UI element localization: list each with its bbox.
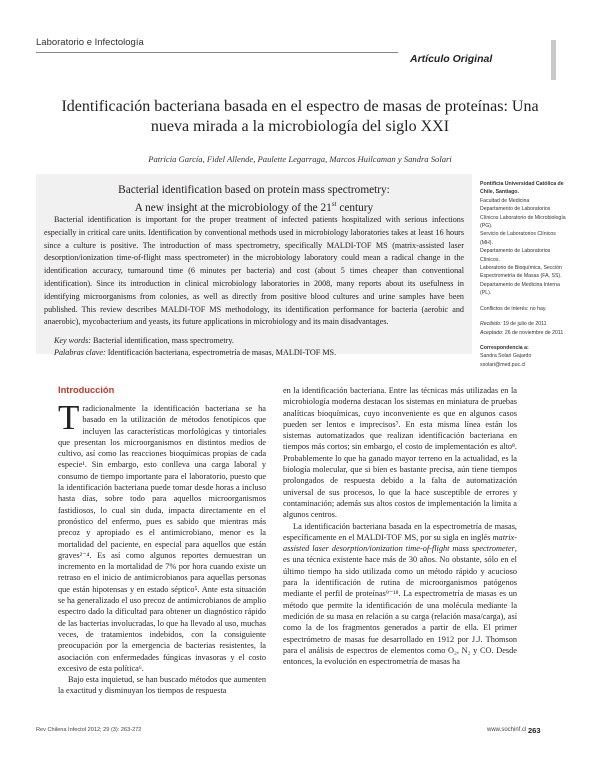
abstract-text: Bacterial identification is important for the proper treatment of infected patients hospitalized with serious infections especially in critical care units. Identification by conventional methods used in microbiology laboratories takes at least 16 hours since a culture is positive. The introduction of mass spectrometry, specifically MALDI-TOF MS (matrix-assisted laser desorption/ionization time-of-flight mass spectrometer) in the microbiology laboratory could mean a radical change in the identification accuracy, turnaround time (6 minutes per bacteria) and cost (about 5 times cheaper than conventional identification). Since its introduction in clinical microbiology laboratories in 2008, many reports about its usefulness in identifying microorganisms from colonies, as well as directly from positive blood cultures and urine samples have been published. This review describes MALDI-TOF MS methodology, its identification performance for bacteria (aerobic and anaerobic), mycobacterium and yeasts, its future applications in microbiology and its main disadvantages. <box>44 215 464 327</box>
received-value: 19 de julio de 2011 <box>501 321 547 328</box>
keywords-es <box>44 347 464 360</box>
affiliation-line: Departamento de Medicina Interna (PL). <box>480 281 560 297</box>
page-number: 263 <box>528 726 541 735</box>
accepted-value: 26 de noviembre de 2011 <box>503 329 564 336</box>
body-column-right <box>283 385 517 667</box>
body-column-left <box>58 398 266 697</box>
palabras-value: Identificación bacteriana, espectrometría de masas, MALDI-TOF MS. <box>105 348 337 357</box>
accepted-label: Aceptado: <box>480 329 504 336</box>
body-paragraph-text: , es una técnica existente hace más de 30 años. No obstante, sólo en el último tiempo ha sido utilizada como un método rápido y acucioso para la identificación de rutina de microorganismos patógenos mediante el perfil de proteínas⁹⁻¹⁸. La espectrometría de masas es un método que permite la identificación de una molécula mediante la medición de su masa en relación a su carga (relación masa/carga), así como la de los fragmentos generados a partir de ella. El primer espectrómetro de masas fue desarrollado en 1912 por J.J. Thomson para el análisis de espectros de elementos como O₂, N₂ y CO. Desde entonces, la evolución en espectrometría de masas ha <box>283 544 517 667</box>
accepted-date <box>480 329 568 337</box>
body-paragraph: Bajo esta inquietud, se han buscado métodos que aumenten la exactitud y disminuyan los tiempos de respuesta <box>58 675 266 696</box>
received-label: Recibido: <box>480 321 502 328</box>
header-accent-bar <box>551 40 556 80</box>
maldi-expansion: matrix-assisted laser desorption/ionization time-of-flight mass spectrometer <box>283 532 517 554</box>
drop-cap: T <box>58 398 80 437</box>
correspondence-line: ssolari@med.puc.cl <box>480 361 526 368</box>
sidebar-affiliations <box>480 180 568 369</box>
english-title-line2: A new insight at the microbiology of the 21 <box>134 201 332 214</box>
correspondence-line: Sandra Solari Gajardo <box>480 353 532 360</box>
affiliation-head: Pontificia Universidad Católica de Chile, Santiago. <box>480 181 564 196</box>
correspondence-head: Correspondencia a: <box>480 344 529 351</box>
english-title-end: century <box>336 201 374 214</box>
english-title-line1: Bacterial identification based on protein mass spectrometry: <box>118 184 390 196</box>
keywords-value: Bacterial identification, mass spectrometry. <box>90 336 234 345</box>
conflicts-of-interest: Conflictos de interés: no hay. <box>480 305 547 312</box>
english-title <box>36 183 472 215</box>
keywords-label: Key words: <box>54 336 91 345</box>
body-paragraph <box>58 398 266 674</box>
keywords-en <box>44 335 464 348</box>
journal-section: Laboratorio e Infectología <box>36 37 144 48</box>
footer-citation: Rev Chilena Infectol 2012; 29 (3): 263-272 <box>36 727 142 733</box>
affiliation-line: Departamento de Laboratorios Clínicos. <box>480 248 551 263</box>
section-heading: Introducción <box>58 385 115 395</box>
body-paragraph: en la identificación bacteriana. Entre las técnicas más utilizadas en la microbiología moderna destacan los sistemas en miniatura de pruebas analíticas bioquímicas, cuyo inconveniente es que en algunos casos pueden ser lentos e imprecisos⁷. En esta misma línea están los sistemas automatizados que realizan identificación bacteriana en tiempos más cortos; sin embargo, el costo de implementación es alto⁸. Probablemente lo que ha ganado mayor terreno en la actualidad, es la biología molecular, que si bien es bastante precisa, aún tiene tiempos prolongados de respuesta debido a la falta de automatización universal de sus procesos, lo que la hace susceptible de errores y contaminación; además sus altos costos de implementación la limita a algunos centros. <box>283 386 517 520</box>
english-title-sup: st <box>331 200 337 208</box>
body-paragraph-text: La identificación bacteriana basada en la espectrometría de masas, específicamente en el MALDI-TOF MS, por su sigla en inglés <box>283 521 517 542</box>
footer-url[interactable]: www.sochinf.cl <box>487 727 527 733</box>
author-list: Patricia García, Fidel Allende, Paulette Legarraga, Marcos Huilcaman y Sandra Solari <box>148 154 452 164</box>
affiliation-line: Laboratorio de Bioquímica, Sección Espectrometría de Masas (FA, SS). <box>480 265 562 280</box>
affiliation-line: Servicio de Laboratorios Clínicos (MH). <box>480 231 556 246</box>
body-paragraph <box>283 521 517 668</box>
received-date <box>480 320 568 328</box>
affiliation-line: Departamento de Laboratorios Clínicos Laboratorio de Microbiología (PG). <box>480 206 566 230</box>
article-type: Artículo Original <box>410 53 493 65</box>
article-title: Identificación bacteriana basada en el espectro de masas de proteínas: Una nueva mirada a la microbiología del siglo XXI <box>61 98 539 135</box>
affiliation-line: Facultad de Medicina <box>480 197 530 204</box>
body-paragraph-text: radicionalmente la identificación bacteriana se ha basado en la utilización de métodos fenotípicos que incluyen las características morfológicas y tintoriales que presentan los microorganismos en distintos medios de cultivo, así como las reacciones bioquímicas propias de cada especie¹. Sin embargo, esto conlleva una carga laboral y consumo de tiempo importante para el laboratorio, puesto que la identificación bacteriana puede tomar desde horas a incluso hasta días, sobre todo para aquellos microorganismos fastidiosos, lo cual sin duda, impacta directamente en el pronóstico del enfermo, pues es sabido que mientras más precoz y apropiado es el antimicrobiano, menor es la mortalidad del paciente, en especial para aquellos que están graves²⁻⁴. Es así como algunos reportes demuestran un incremento en la mortalidad de 7% por hora cuando existe un retraso en el inicio de antimicrobianos para aquellas personas que están hipotensas y en estado séptico⁵. Ante esta situación se ha generalizado el uso precoz de antimicrobianos de amplio espectro dado la dificultad para obtener un diagnóstico rápido de las bacterias involucradas, lo que ha llevado al uso, muchas veces, de tratamientos indebidos, con la consiguiente preocupación por la emergencia de bacterias resistentes, la asociación con enfermedades fúngicas invasoras y el costo excesivo de esta política⁶. <box>58 404 266 673</box>
palabras-label: Palabras clave: <box>54 348 106 357</box>
